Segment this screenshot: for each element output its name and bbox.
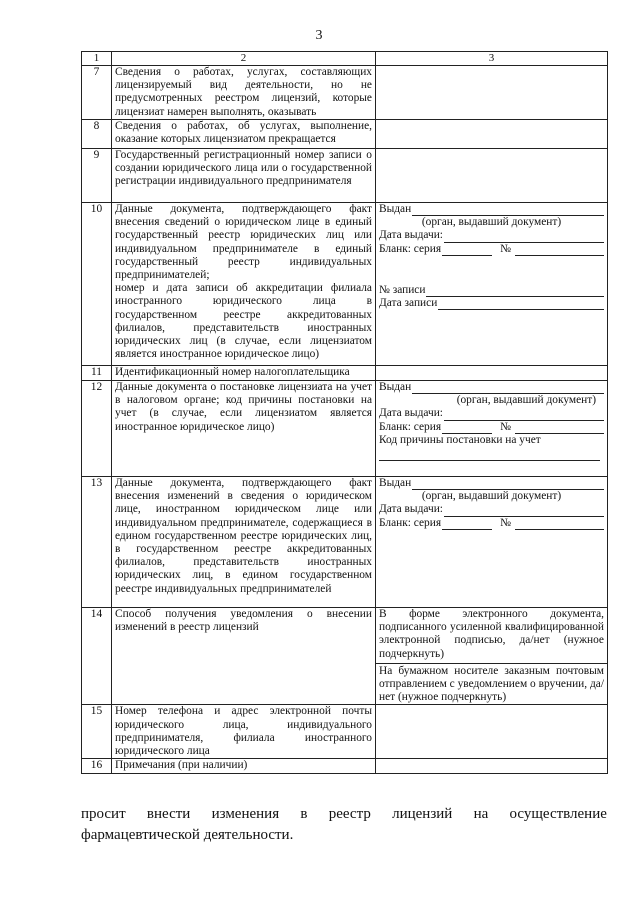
closing-word: реестр [328, 806, 371, 822]
column-header-1: 1 [82, 52, 112, 66]
row-value-cell[interactable] [376, 759, 608, 774]
row-value-cell[interactable] [376, 705, 608, 759]
row-number: 15 [82, 705, 112, 759]
kpp-field[interactable] [379, 447, 600, 461]
row-number: 12 [82, 381, 112, 477]
page-number: 3 [315, 28, 323, 43]
row-value-cell[interactable] [376, 366, 608, 381]
row-description: Идентификационный номер налогоплательщика [112, 366, 376, 381]
row-value-cell [376, 477, 608, 608]
row-description: Способ получения уведомления о внесении изменений в реестр лицензий [112, 608, 376, 705]
table-header-row [82, 52, 608, 66]
blank-series-field[interactable]: Бланк: серия № [379, 421, 604, 434]
table-row [82, 366, 608, 381]
record-number-field[interactable]: № записи [379, 284, 604, 297]
table-row [82, 705, 608, 759]
table-row [82, 608, 608, 705]
row-value-cell[interactable] [376, 149, 608, 203]
issue-date-field[interactable]: Дата выдачи: [379, 503, 604, 516]
row-number: 10 [82, 203, 112, 366]
description-part-2: номер и дата записи об аккредитации филиала иностранного юридического лица в государственном реестре аккредитованных филиалов, представительств иностранных юридических лиц (в случае, если лицензиатом является иностранное юридическое лицо) [115, 282, 372, 361]
row-value-cell [376, 203, 608, 366]
closing-line-2: фармацевтической деятельности. [81, 827, 294, 843]
closing-line-1 [81, 804, 607, 825]
table-row [82, 381, 608, 477]
issued-note: (орган, выдавший документ) [421, 216, 562, 229]
table-row [82, 120, 608, 149]
issued-field[interactable]: Выдан [379, 381, 604, 394]
issued-note: (орган, выдавший документ) [456, 394, 596, 407]
blank-series-field[interactable]: Бланк: серия № [379, 517, 604, 530]
row-description: Номер телефона и адрес электронной почты юридического лица, индивидуального предпринимателя, филиала иностранного юридического лица [112, 705, 376, 759]
row-value-cell [376, 608, 608, 705]
column-header-3: 3 [376, 52, 608, 66]
license-changes-table [81, 51, 608, 774]
row-number: 9 [82, 149, 112, 203]
closing-word: изменения [211, 806, 280, 822]
table-row [82, 66, 608, 120]
closing-word: лицензий [392, 806, 453, 822]
closing-word: осуществление [509, 806, 607, 822]
issue-date-field[interactable]: Дата выдачи: [379, 229, 604, 242]
closing-word: в [300, 806, 308, 822]
table-row [82, 203, 608, 366]
electronic-notice-option[interactable]: В форме электронного документа, подписанного усиленной квалифицированной электронной подписью, да/нет (нужное подчеркнуть) [379, 608, 604, 660]
row-number: 14 [82, 608, 112, 705]
row-description [112, 203, 376, 366]
closing-word: внести [146, 806, 191, 822]
column-header-2: 2 [112, 52, 376, 66]
row-description: Данные документа, подтверждающего факт внесения изменений в сведения о юридическом лице, иностранном юридическом лице или индивидуальном предпринимателе, содержащиеся в едином государственном реестре юридических лиц, в государственном реестре аккредитованных филиалов, представительств иностранных юридических лиц, в едином государственном реестре индивидуальных предпринимателей [112, 477, 376, 608]
row-description: Сведения о работах, услугах, составляющих лицензируемый вид деятельности, но не предусмотренных реестром лицензий, которые лицензиат намерен выполнять, оказывать [112, 66, 376, 120]
closing-statement [81, 804, 607, 846]
closing-word: на [473, 806, 489, 822]
row-number: 11 [82, 366, 112, 381]
issued-field[interactable]: Выдан [379, 477, 604, 490]
closing-word: просит [81, 806, 126, 822]
row-value-cell [376, 381, 608, 477]
row-number: 16 [82, 759, 112, 774]
row-number: 13 [82, 477, 112, 608]
row-description: Примечания (при наличии) [112, 759, 376, 774]
row-description: Данные документа о постановке лицензиата на учет в налоговом органе; код причины постановки на учет (в случае, если лицензиатом является иностранное юридическое лицо) [112, 381, 376, 477]
issued-note: (орган, выдавший документ) [421, 490, 562, 503]
row-value-cell[interactable] [376, 66, 608, 120]
blank-series-field[interactable]: Бланк: серия № [379, 243, 604, 256]
row-value-cell[interactable] [376, 120, 608, 149]
table-row [82, 759, 608, 774]
record-date-field[interactable]: Дата записи [379, 297, 604, 310]
table-row [82, 477, 608, 608]
table-row [82, 149, 608, 203]
row-number: 7 [82, 66, 112, 120]
paper-notice-option[interactable]: На бумажном носителе заказным почтовым отправлением с уведомлением о вручении, да/нет (нужное подчеркнуть) [376, 663, 607, 705]
kpp-label: Код причины постановки на учет [379, 433, 541, 446]
issued-field[interactable]: Выдан [379, 203, 604, 216]
issue-date-field[interactable]: Дата выдачи: [379, 407, 604, 420]
description-part-1: Данные документа, подтверждающего факт внесения сведений о юридическом лице в единый государственный реестр юридических лиц или индивидуальном предпринимателе в единый государственный реестр индивидуальных предпринимателей; [115, 203, 372, 282]
row-description: Сведения о работах, об услугах, выполнение, оказание которых лицензиатом прекращается [112, 120, 376, 149]
row-number: 8 [82, 120, 112, 149]
row-description: Государственный регистрационный номер записи о создании юридического лица или о государственной регистрации индивидуального предпринимателя [112, 149, 376, 203]
